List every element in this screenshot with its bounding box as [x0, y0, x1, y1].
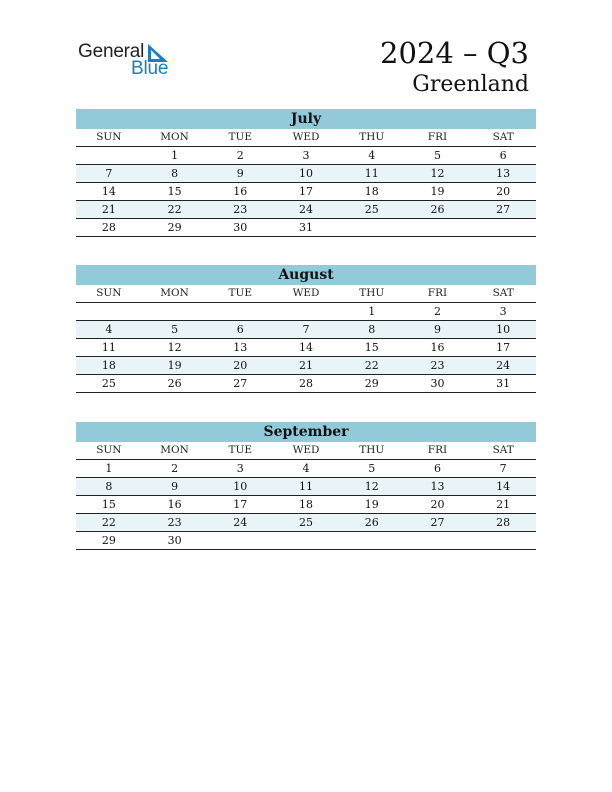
month-calendar-july [76, 109, 536, 237]
weekday-label: THU [359, 444, 385, 456]
week-row [76, 357, 536, 375]
day-cell: 17 [299, 185, 314, 198]
day-cell: 6 [499, 149, 507, 162]
week-row [76, 219, 536, 237]
day-cell: 16 [430, 341, 445, 354]
day-cell: 24 [233, 516, 248, 529]
day-cell [470, 532, 536, 549]
day-cell: 28 [299, 377, 314, 390]
day-cell: 5 [433, 149, 441, 162]
day-cell: 21 [299, 359, 314, 372]
day-cell [142, 303, 208, 320]
day-cell: 30 [430, 377, 445, 390]
day-cell: 13 [496, 167, 511, 180]
day-cell [405, 532, 471, 549]
day-cell: 15 [101, 498, 116, 511]
day-cell: 17 [233, 498, 248, 511]
weekday-label: SAT [492, 287, 514, 299]
day-cell: 1 [171, 149, 179, 162]
week-row [76, 165, 536, 183]
day-cell [273, 303, 339, 320]
logo-text-general: General [78, 41, 145, 62]
day-cell: 29 [101, 534, 116, 547]
month-name: July [76, 109, 536, 129]
day-cell: 2 [236, 149, 244, 162]
week-row [76, 183, 536, 201]
page-subtitle: Greenland [412, 72, 529, 97]
day-cell [207, 532, 273, 549]
month-name: September [76, 422, 536, 442]
month-calendar-august [76, 265, 536, 393]
day-cell: 4 [302, 462, 310, 475]
week-row [76, 514, 536, 532]
weekday-label: FRI [427, 444, 448, 456]
day-cell: 5 [171, 323, 179, 336]
weekday-label: SUN [96, 131, 122, 143]
day-cell: 26 [364, 516, 379, 529]
day-cell: 1 [105, 462, 113, 475]
day-cell: 8 [171, 167, 179, 180]
weekday-label: FRI [427, 287, 448, 299]
day-cell: 9 [171, 480, 179, 493]
day-cell: 24 [299, 203, 314, 216]
day-cell: 27 [233, 377, 248, 390]
day-cell [76, 147, 142, 164]
day-cell: 5 [368, 462, 376, 475]
day-cell: 23 [430, 359, 445, 372]
day-cell: 2 [171, 462, 179, 475]
generalblue-logo [78, 40, 188, 80]
day-cell: 1 [368, 305, 376, 318]
week-row [76, 321, 536, 339]
weekday-label: WED [292, 287, 320, 299]
day-cell: 13 [430, 480, 445, 493]
day-cell: 18 [299, 498, 314, 511]
day-cell: 21 [101, 203, 116, 216]
day-cell: 23 [233, 203, 248, 216]
day-cell: 4 [368, 149, 376, 162]
day-cell: 31 [299, 221, 314, 234]
day-cell: 30 [233, 221, 248, 234]
day-cell [339, 219, 405, 236]
week-row [76, 375, 536, 393]
weekday-label: MON [160, 131, 189, 143]
day-cell: 27 [496, 203, 511, 216]
day-cell: 29 [167, 221, 182, 234]
day-cell: 8 [105, 480, 113, 493]
weekday-label: WED [292, 131, 320, 143]
day-cell: 12 [364, 480, 379, 493]
day-cell: 20 [496, 185, 511, 198]
day-cell: 3 [499, 305, 507, 318]
day-cell: 9 [433, 323, 441, 336]
day-cell: 4 [105, 323, 113, 336]
day-cell: 10 [496, 323, 511, 336]
day-cell: 7 [499, 462, 507, 475]
week-row [76, 303, 536, 321]
week-row [76, 496, 536, 514]
day-cell: 13 [233, 341, 248, 354]
week-row [76, 339, 536, 357]
day-cell: 19 [167, 359, 182, 372]
day-cell: 10 [299, 167, 314, 180]
day-cell: 11 [101, 341, 116, 354]
day-cell: 7 [105, 167, 113, 180]
day-cell: 19 [430, 185, 445, 198]
day-cell: 28 [496, 516, 511, 529]
day-cell [207, 303, 273, 320]
day-cell: 3 [302, 149, 310, 162]
day-cell: 22 [167, 203, 182, 216]
day-cell: 18 [101, 359, 116, 372]
month-calendar-september [76, 422, 536, 550]
weekday-label: THU [359, 131, 385, 143]
day-cell: 18 [364, 185, 379, 198]
day-cell: 12 [430, 167, 445, 180]
day-cell: 3 [236, 462, 244, 475]
day-cell: 28 [101, 221, 116, 234]
day-cell: 14 [496, 480, 511, 493]
weekday-label: TUE [228, 131, 253, 143]
logo-text-blue: Blue [131, 58, 169, 79]
day-cell: 16 [233, 185, 248, 198]
day-cell: 27 [430, 516, 445, 529]
weekday-label: TUE [228, 444, 253, 456]
week-row [76, 201, 536, 219]
day-cell: 31 [496, 377, 511, 390]
day-cell: 19 [364, 498, 379, 511]
day-cell [76, 303, 142, 320]
weekday-header-row [76, 285, 536, 303]
day-cell: 26 [167, 377, 182, 390]
week-row [76, 532, 536, 550]
weekday-header-row [76, 129, 536, 147]
weekday-label: SAT [492, 131, 514, 143]
day-cell [405, 219, 471, 236]
day-cell: 11 [364, 167, 379, 180]
day-cell: 22 [364, 359, 379, 372]
weekday-label: MON [160, 287, 189, 299]
weekday-header-row [76, 442, 536, 460]
day-cell: 23 [167, 516, 182, 529]
day-cell: 15 [167, 185, 182, 198]
day-cell [470, 219, 536, 236]
day-cell: 26 [430, 203, 445, 216]
day-cell: 17 [496, 341, 511, 354]
day-cell: 15 [364, 341, 379, 354]
weekday-label: SAT [492, 444, 514, 456]
week-row [76, 478, 536, 496]
day-cell: 2 [433, 305, 441, 318]
day-cell: 14 [299, 341, 314, 354]
week-row [76, 147, 536, 165]
day-cell: 10 [233, 480, 248, 493]
day-cell: 14 [101, 185, 116, 198]
weekday-label: SUN [96, 287, 122, 299]
day-cell: 6 [236, 323, 244, 336]
day-cell: 20 [233, 359, 248, 372]
day-cell: 16 [167, 498, 182, 511]
weekday-label: FRI [427, 131, 448, 143]
day-cell: 25 [299, 516, 314, 529]
weekday-label: TUE [228, 287, 253, 299]
weekday-label: WED [292, 444, 320, 456]
day-cell: 29 [364, 377, 379, 390]
day-cell: 22 [101, 516, 116, 529]
day-cell: 12 [167, 341, 182, 354]
day-cell: 20 [430, 498, 445, 511]
day-cell: 9 [236, 167, 244, 180]
day-cell: 30 [167, 534, 182, 547]
day-cell: 25 [364, 203, 379, 216]
day-cell: 8 [368, 323, 376, 336]
weekday-label: THU [359, 287, 385, 299]
day-cell [339, 532, 405, 549]
day-cell [273, 532, 339, 549]
day-cell: 6 [433, 462, 441, 475]
weekday-label: MON [160, 444, 189, 456]
week-row [76, 460, 536, 478]
page-title: 2024 – Q3 [380, 36, 529, 70]
day-cell: 25 [101, 377, 116, 390]
day-cell: 11 [299, 480, 314, 493]
day-cell: 7 [302, 323, 310, 336]
month-name: August [76, 265, 536, 285]
day-cell: 24 [496, 359, 511, 372]
day-cell: 21 [496, 498, 511, 511]
weekday-label: SUN [96, 444, 122, 456]
